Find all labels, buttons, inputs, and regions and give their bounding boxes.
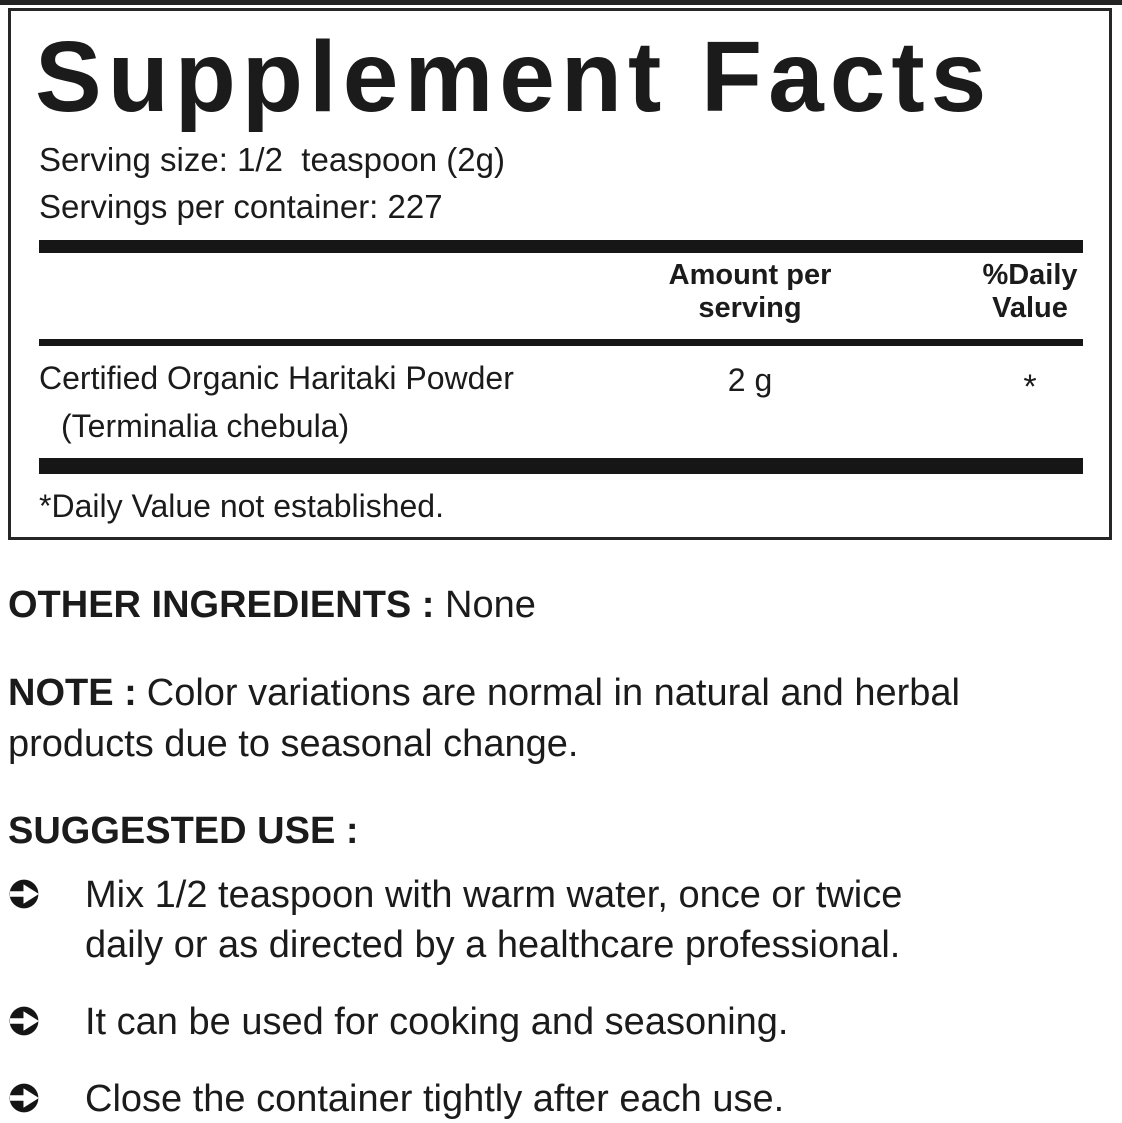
serving-size-line: Serving size: 1/2 teaspoon (2g): [39, 141, 505, 178]
column-header-amount-line1: Amount per: [668, 258, 832, 291]
supplement-facts-panel: [8, 8, 1112, 540]
list-item: [8, 870, 1114, 970]
ingredient-daily-value: *: [1023, 367, 1037, 406]
divider-thick-bottom: [39, 458, 1083, 474]
circled-arrow-bullet-icon: [8, 878, 40, 910]
ingredient-row: [39, 354, 1083, 450]
servings-per-container-line: Servings per container: 227: [39, 187, 443, 225]
column-header-amount: [669, 259, 832, 326]
note-paragraph: [8, 668, 1068, 771]
other-ingredients-row: [8, 582, 1114, 630]
table-header-row: [39, 257, 1083, 327]
label-lower-sections: [8, 582, 1114, 1123]
ingredient-name-line1: Certified Organic Haritaki Powder: [39, 359, 514, 396]
bullet-text: Close the container tightly after each use.: [85, 1078, 785, 1121]
column-header-dv-line1: %Daily: [982, 258, 1078, 291]
other-ingredients-label: OTHER INGREDIENTS :: [8, 584, 435, 627]
column-header-daily-value: [982, 259, 1077, 326]
other-ingredients-value: None: [445, 584, 536, 627]
column-header-dv-line2: Value: [992, 292, 1068, 325]
ingredient-name: [39, 354, 659, 450]
list-item: [8, 1074, 1114, 1123]
panel-title: Supplement Facts: [35, 21, 993, 133]
list-item: [8, 997, 1114, 1047]
column-header-amount-line2: serving: [698, 292, 802, 325]
divider-under-headers: [39, 339, 1083, 346]
daily-value-footnote: *Daily Value not established.: [39, 487, 444, 524]
ingredient-amount: 2 g: [727, 361, 773, 398]
circled-arrow-bullet-icon: [8, 1005, 40, 1037]
suggested-use-heading: SUGGESTED USE :: [8, 810, 359, 853]
top-edge-strip: [0, 0, 1122, 5]
suggested-use-list: [8, 870, 1114, 1123]
circled-arrow-bullet-icon: [8, 1082, 40, 1114]
divider-thick-top: [39, 240, 1083, 253]
ingredient-name-line2: (Terminalia chebula): [61, 407, 350, 444]
bullet-text: It can be used for cooking and seasoning.: [85, 1001, 789, 1044]
bullet-text: Mix 1/2 teaspoon with warm water, once or twice daily or as directed by a healthcare professional.: [85, 873, 903, 967]
note-text: Color variations are normal in natural and herbal products due to seasonal change.: [8, 671, 960, 766]
note-label: NOTE :: [8, 671, 137, 714]
